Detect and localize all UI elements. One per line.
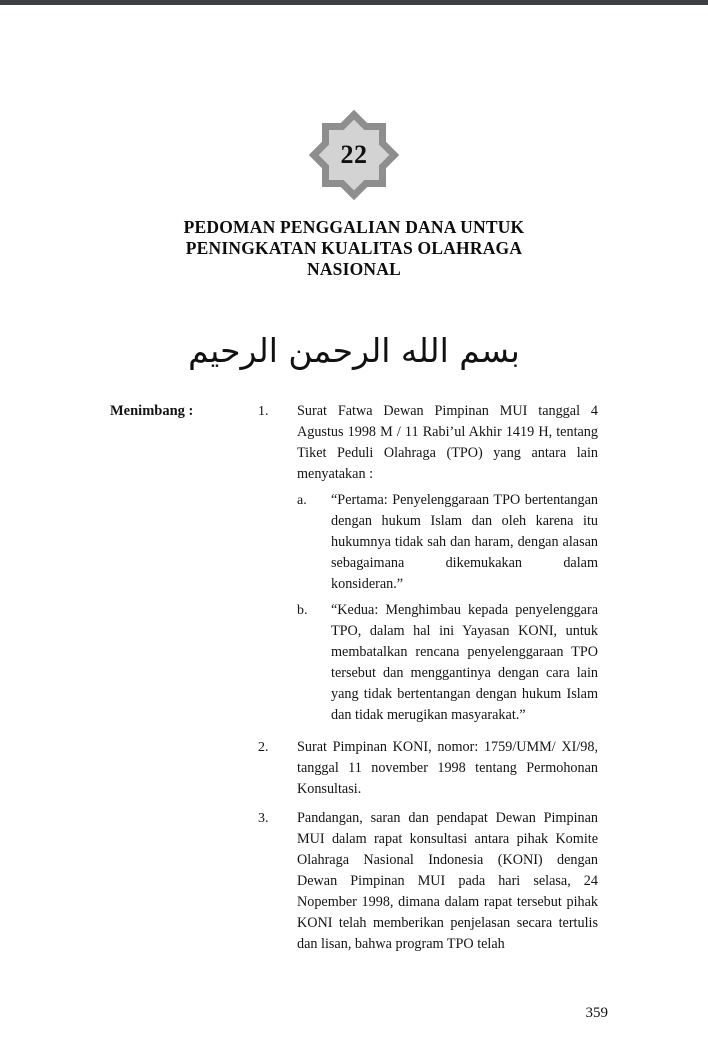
list-item [256, 808, 598, 955]
list-item-marker: 1. [258, 404, 269, 419]
basmalah-text: بسم الله الرحمن الرحيم [188, 331, 520, 370]
sub-list-item-text: “Kedua: Menghimbau kepada penyelenggara TPO, dalam hal ini Yayasan KONI, untuk membatalkan rencana penyelenggaraan TPO tersebut dan menggantinya dengan cara lain yang tidak bertentangan dengan hukum Islam dan tidak merugikan masyarakat.” [331, 602, 598, 723]
sub-list-item [297, 600, 598, 726]
sub-list-item-marker: b. [297, 603, 308, 618]
list-item-text: Surat Pimpinan KONI, nomor: 1759/UMM/ XI/98, tanggal 11 november 1998 tentang Permohonan Konsultasi. [297, 739, 598, 797]
list-item-text: Surat Fatwa Dewan Pimpinan MUI tanggal 4 Agustus 1998 M / 11 Rabi’ul Akhir 1419 H, tentang Tiket Peduli Olahraga (TPO) yang antara lain menyatakan : [297, 403, 598, 482]
sub-list-item [297, 490, 598, 595]
page-title [104, 217, 604, 280]
page-title-line-3: NASIONAL [307, 259, 401, 279]
sub-list [297, 490, 598, 726]
chapter-badge [312, 113, 396, 197]
considering-label: Menimbang : [110, 403, 194, 419]
sub-list-item-text: “Pertama: Penyelenggaraan TPO bertentangan dengan hukum Islam dan oleh karena itu hukumnya tidak sah dan haram, dengan alasan sebagaimana dikemukakan dalam konsideran.” [331, 492, 598, 592]
page-number: 359 [585, 1005, 608, 1021]
list-item-text: Pandangan, saran dan pendapat Dewan Pimpinan MUI dalam rapat konsultasi antara pihak Komite Olahraga Nasional Indonesia (KONI) dengan Dewan Pimpinan MUI pada hari selasa, 24 Nopember 1998, dimana dalam rapat tersebut pihak KONI telah memberikan penjelasan secara tertulis dan lisan, bahwa program TPO telah [297, 810, 598, 952]
chapter-badge-container [0, 113, 708, 197]
list-item [256, 737, 598, 800]
list-item [256, 401, 598, 726]
page-title-line-1: PEDOMAN PENGGALIAN DANA UNTUK [183, 217, 525, 237]
document-page [0, 5, 708, 1053]
list-item-marker: 2. [258, 740, 269, 755]
page-title-line-2: PENINGKATAN KUALITAS OLAHRAGA [185, 238, 523, 258]
considering-list [256, 401, 598, 957]
chapter-number: 22 [340, 140, 368, 169]
list-item-marker: 3. [258, 811, 269, 826]
sub-list-item-marker: a. [297, 493, 307, 508]
